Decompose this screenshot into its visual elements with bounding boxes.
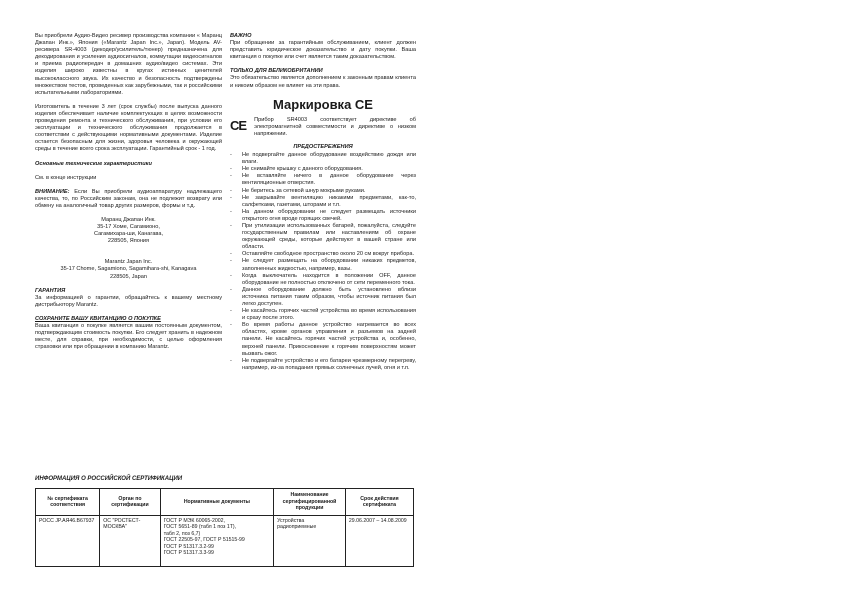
guarantee-heading: ГАРАНТИЯ xyxy=(35,287,66,294)
warnings-heading: ПРЕДОСТЕРЕЖЕНИЯ xyxy=(293,143,353,150)
column-header: Орган по сертификации xyxy=(100,489,160,516)
document-line: ГОСТ 5651-89 (табл 1 поз 1Т), xyxy=(163,524,237,531)
address-ru-line: 35-17 Хоме, Сагамионо, xyxy=(97,224,160,231)
warning-item: - Во время работы данное устройство нагревается во всех областях, кроме органов управления и разъемов на задней панели. Не касайтесь горячих частей устройства и, особенно, верхней панели. Прикосновение к горячим поверхностям может вызвать ожог. xyxy=(230,322,416,357)
document-line: ГОСТ 22505-97, ГОСТ Р 51515-99 xyxy=(163,537,245,544)
document-line: ГОСТ Р МЭК 60065-2002, xyxy=(163,518,226,524)
ce-block xyxy=(230,117,416,138)
right-column xyxy=(230,33,416,372)
attention-text: Если Вы приобрели аудиоаппаратуру надлежащего качества, то, по Российским законам, она не подлежит возврату или обмену на аналогичный товар других размеров, формы и т.д. xyxy=(35,188,222,209)
attention-label: ВНИМАНИЕ: xyxy=(35,188,70,195)
address-ru xyxy=(35,217,222,245)
column-header: Срок действия сертификата xyxy=(345,489,413,516)
warnings-list xyxy=(230,152,416,372)
address-en-line: 35-17 Chome, Sagamiono, Sagamihara-shi, Kanagava xyxy=(60,266,197,273)
uk-heading: ТОЛЬКО ДЛЯ ВЕЛИКОБРИТАНИИ xyxy=(230,68,323,75)
address-ru-line: Сагамихара-ши, Канагава, xyxy=(93,231,164,238)
document-line: ГОСТ Р 51317.3.3-99 xyxy=(163,550,214,557)
ce-mark-icon: CE xyxy=(230,117,247,133)
document-line: ГОСТ Р 51317.3.2-99 xyxy=(163,543,214,550)
ce-title: Маркировка CE xyxy=(273,96,373,112)
warning-item: - Не подвергайте устройство и его батареи чрезмерному перегреву, например, из-за попадания прямых солнечных лучей, огня и т.п. xyxy=(230,358,416,372)
certificate-number: РОСС JP.AЯ46.B67937 xyxy=(36,516,100,567)
normative-documents xyxy=(160,516,273,567)
column-header: Наименование сертифицированной продукции xyxy=(274,489,346,516)
important-text: При обращении за гарантийным обслуживанием, клиент должен представить юридическое доказательство и дату покупки. Ваша квитанция о покупке или счет является таким доказательством. xyxy=(230,40,416,61)
warranty-period-paragraph: Изготовитель в течение 3 лет (срок службы) после выпуска данного изделия обеспечивает наличие комплектующих в целях возможности проведения ремонта и технического обслуживания, при условии его эксплуатации и технического обслуживания продолжается в соответствии с действующими нормативными документами. Изделие остается безопасным для жизни, здоровья человека и окружающей среды в течение всего срока эксплуатации. Гарантийный срок - 1 год. xyxy=(35,103,222,153)
warning-item: - Оставляйте свободное пространство около 20 см вокруг прибора. xyxy=(230,251,416,258)
address-en-line: Marantz Japan Inc. xyxy=(104,259,153,266)
warning-item: - Не подвергайте данное оборудование воздействию дождя или влаги. xyxy=(230,152,416,166)
receipt-text: Ваша квитанция о покупке является вашим постоянным документом, подтверждающим стоимость покупки. Его следует хранить в надежном месте, для справки, при необходимости, с целью оформления страховки или при обращении в компанию Marantz. xyxy=(35,323,222,351)
receipt-heading: СОХРАНИТЕ ВАШУ КВИТАНЦИЮ О ПОКУПКЕ xyxy=(35,315,161,322)
intro-paragraph: Вы приобрели Аудио-Видео ресивер производства компании « Маранц Джапан Инк.», Япония («Marantz Japan Inc.», Japan). Модель AV-ресивера SR-4003 (декодер/усилитель/тюнер) предназначена для декодирования и усиления аудиосигналов, коммутации видеосигналов и приема радиопередач в домашних аудио/видео системах. Эти изделия широко известны в кругах истинных ценителей высококлассного звука. Их качество и безопасность подтверждены множеством тестов, проведенных как зарубежными, так и российскими испытательными лабораториями. xyxy=(35,33,222,96)
left-column xyxy=(35,33,222,358)
warning-item: - Не беритесь за сетевой шнур мокрыми руками. xyxy=(230,188,416,195)
uk-text: Это обязательство является дополнением к законным правам клиента и никоим образом не влияет на эти права. xyxy=(230,75,416,89)
address-en xyxy=(35,259,222,280)
important-heading: ВАЖНО xyxy=(230,33,252,39)
table-row xyxy=(36,516,414,567)
warning-item: - Не закрывайте вентиляцию никакими предметами, как-то, салфетками, газетами, шторами и т.п. xyxy=(230,195,416,209)
certified-product: Устройства радиоприемные xyxy=(274,516,346,567)
column-header: № сертификата соответствия xyxy=(36,489,100,516)
certification-table xyxy=(35,488,414,567)
warning-item: - Когда выключатель находится в положении OFF, данное оборудование не полностью отключено от сети переменного тока. xyxy=(230,273,416,287)
warning-item: - Не следует размещать на оборудовании никаких предметов, заполненных жидкостью, например, вазы. xyxy=(230,258,416,272)
warning-item: - Не вставляйте ничего в данное оборудование через вентиляционные отверстия. xyxy=(230,173,416,187)
address-en-line: 228505, Japan xyxy=(109,273,147,280)
table-header-row xyxy=(36,489,414,516)
specs-text: См. в конце инструкции xyxy=(35,174,97,181)
address-ru-line: 228505, Япония xyxy=(107,238,150,245)
certification-authority: ОС "РОСТЕСТ-МОСКВА" xyxy=(100,516,160,567)
specs-heading: Основные технические характеристики xyxy=(35,160,152,167)
warning-item: - На данном оборудовании не следует размещать источники открытого огня вроде горящих свечей. xyxy=(230,209,416,223)
ce-text: Прибор SR4003 соответствует директиве об электромагнитной совместимости и директиве о низком напряжении. xyxy=(254,116,416,137)
warning-item: - Не касайтесь горячих частей устройства во время использования и сразу после этого. xyxy=(230,308,416,322)
address-ru-line: Маранц Джапан Инк. xyxy=(101,216,156,223)
warning-item: - Данное оборудование должно быть установлено вблизи источника питания таким образом, чтобы источник питания был легко доступен. xyxy=(230,287,416,308)
certification-heading: ИНФОРМАЦИЯ О РОССИЙСКОЙ СЕРТИФИКАЦИИ xyxy=(35,476,183,482)
document-line: табл 2, поз 6,7) xyxy=(163,530,201,537)
certificate-validity: 29.06.2007 – 14.08.2009 xyxy=(345,516,413,567)
warning-item: - При утилизации использованных батарей, пожалуйста, следуйте государственным правилам или наставлениям об охране окружающей среды, которые действуют в вашей стране или области. xyxy=(230,223,416,251)
guarantee-text: За информацией о гарантии, обращайтесь к вашему местному дистрибьютору Marantz. xyxy=(35,294,222,308)
attention-paragraph xyxy=(35,189,222,210)
column-header: Нормативные документы xyxy=(160,489,273,516)
warning-item: - Не снимайте крышку с данного оборудования. xyxy=(230,166,416,173)
